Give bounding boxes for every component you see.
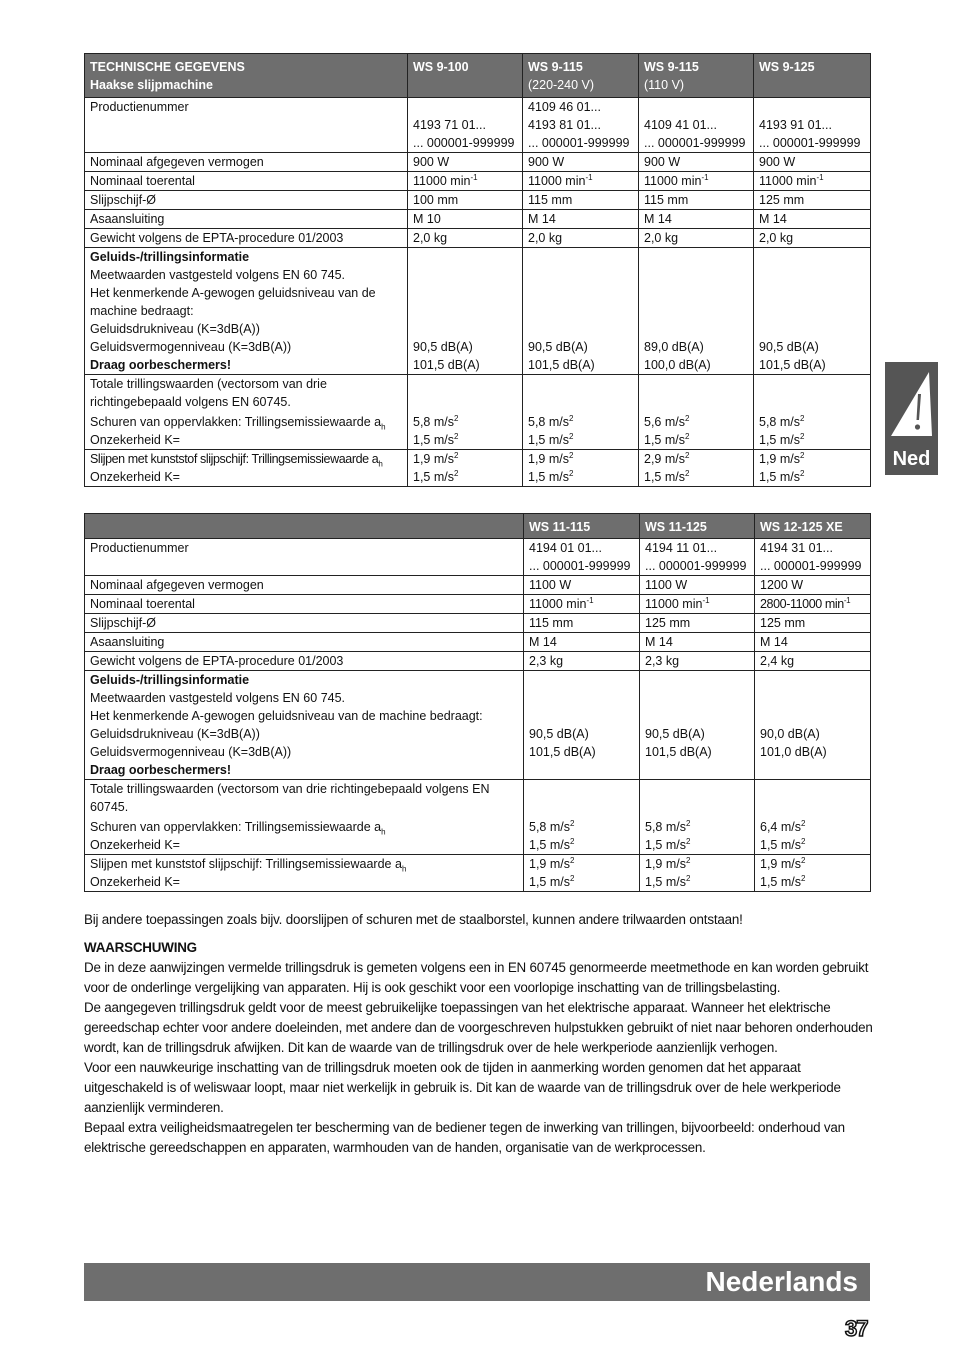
paragraph: De in deze aanwijzingen vermelde trillingsdruk is gemeten volgens een in EN 60745 genormeerde meetmethode en kan worden gebruikt voor de onderlinge vergelijking van apparaten. Hij is ook geschikt voor een voorlopige inschatting van de trillingsbelasting. [84,960,869,995]
row-label: Productienummer [85,98,408,153]
noise-info-label: Geluids-/trillingsinformatie Meetwaarden vastgesteld volgens EN 60 745. Het kenmerkende A-gewogen geluidsniveau van de machine bedraagt: Geluidsdrukniveau (K=3dB(A)) Geluidsvermogenniveau (K=3dB(A)) Draag oorbeschermers! [85,671,524,780]
cell-value: M 14 [524,633,640,652]
cell-value: 11000 $\min^{-1}$ [754,172,871,191]
language-side-tab [885,362,938,475]
language-tab-label: Ned [892,448,931,470]
table-row [85,153,871,172]
cell-value: 125 mm [754,191,871,210]
header-title-cell [85,54,408,98]
warning-exclamation-icon [888,368,935,446]
cell-value: 4194 11 01... ... 000001-999999 [640,539,755,576]
cell-value: 5,8 $m/s^2$ 1,5 $m/s^2$ [524,780,640,855]
cell-value: 11000 $\min^{-1}$ [639,172,754,191]
cell-value: 900 W [754,153,871,172]
table-row [85,191,871,210]
header-model: WS 12-125 XE [755,514,871,539]
paragraph: Bepaal extra veiligheidsmaatregelen ter bescherming van de bediener tegen de inwerking van trillingen, bijvoorbeeld: onderhoud van elektrische gereedschappen en apparaten, warmhouden van de handen, organisatie van de werkprocessen. [84,1120,845,1155]
cell-value: 900 W [408,153,523,172]
cell-value: 2,0 kg [408,229,523,248]
cell-value: 11000 $\min^{-1}$ [523,172,639,191]
row-label: Asaansluiting [85,633,524,652]
cell-value: 2,3 kg [524,652,640,671]
cell-value: 5,6 $m/s^2$ 1,5 $m/s^2$ [639,375,754,450]
cell-value: 2800-11000 $\min^{-1}$ [755,595,871,614]
cell-value: 900 W [523,153,639,172]
table-row [85,576,871,595]
cell-value: 2,0 kg [523,229,639,248]
cell-value: 11000 $\min^{-1}$ [408,172,523,191]
cell-value: 90,0 dB(A) 101,0 dB(A) [755,671,871,780]
table-row [85,450,871,487]
table-row [85,172,871,191]
table-row [85,633,871,652]
cell-value: M 14 [523,210,639,229]
cell-value: 5,8 $m/s^2$ 1,5 $m/s^2$ [754,375,871,450]
row-label: Nominaal afgegeven vermogen [85,153,408,172]
row-label: Asaansluiting [85,210,408,229]
cell-value: 90,5 dB(A) 101,5 dB(A) [640,671,755,780]
cell-value: 1100 W [640,576,755,595]
cell-value: 90,5 dB(A) 101,5 dB(A) [408,248,523,375]
header-model: WS 11-115 [524,514,640,539]
header-model: WS 11-125 [640,514,755,539]
cell-value: 1,9 $m/s^2$ 1,5 $m/s^2$ [524,855,640,892]
table-row [85,210,871,229]
cell-value: 90,5 dB(A) 101,5 dB(A) [524,671,640,780]
noise-info-label: Geluids-/trillingsinformatie Meetwaarden vastgesteld volgens EN 60 745. Het kenmerkende A-gewogen geluidsniveau van de machine bedraagt: Geluidsdrukniveau (K=3dB(A)) Geluidsvermogenniveau (K=3dB(A)) Draag oorbeschermers! [85,248,408,375]
cell-value: 6,4 $m/s^2$ 1,5 $m/s^2$ [755,780,871,855]
cell-value: 4193 71 01... ... 000001-999999 [408,98,523,153]
paragraph: De aangegeven trillingsdruk geldt voor de meest gebruikelijke toepassingen van het elektrische apparaat. Wanneer het elektrische gereedschap echter voor andere doeleinden, met andere dan de voorgeschreven hulpstukken gebruikt of niet naar behoren onderhouden wordt, kan de trillingsdruk afwijken. Dit kan de waarde van de trillingsdruk over de hele werkperiode aanzienlijk verhogen. [84,1000,873,1055]
header-subtitle: Haakse slijpmachine [90,78,213,92]
table-row [85,539,871,576]
table-header-row [85,514,871,539]
cell-value: 115 mm [523,191,639,210]
cell-value: 2,0 kg [754,229,871,248]
cell-value: 1,9 $m/s^2$ 1,5 $m/s^2$ [523,450,639,487]
header-title: TECHNISCHE GEGEVENS [90,60,245,74]
table-row [85,248,871,375]
cell-value: M 14 [754,210,871,229]
spec-table-2 [84,513,870,892]
cell-value: 1,9 $m/s^2$ 1,5 $m/s^2$ [640,855,755,892]
spec-table-1 [84,53,870,487]
row-label: Productienummer [85,539,524,576]
row-label: Slijpschijf-Ø [85,191,408,210]
cell-value: 1,9 $m/s^2$ 1,5 $m/s^2$ [755,855,871,892]
row-label: Gewicht volgens de EPTA-procedure 01/2003 [85,229,408,248]
header-model: WS 9-125 [754,54,871,98]
cell-value: 2,4 kg [755,652,871,671]
cell-value: 4109 41 01... ... 000001-999999 [639,98,754,153]
cell-value: 2,0 kg [639,229,754,248]
footer-language: Nederlands [705,1266,858,1297]
vibration-note: Bij andere toepassingen zoals bijv. doorslijpen of schuren met de staalborstel, kunnen andere trilwaarden ontstaan! [84,912,743,927]
table-row [85,98,871,153]
grinding-info-label: Slijpen met kunststof slijpschijf: Trillingsemissiewaarde $a_h$ Onzekerheid K= [85,450,408,487]
page-number: 37 [845,1316,868,1341]
table-row [85,375,871,450]
grinding-info-label: Slijpen met kunststof slijpschijf: Trillingsemissiewaarde $a_h$ Onzekerheid K= [85,855,524,892]
cell-value: 90,5 dB(A) 101,5 dB(A) [523,248,639,375]
row-label: Nominaal toerental [85,595,524,614]
cell-value: 1,9 $m/s^2$ 1,5 $m/s^2$ [754,450,871,487]
header-empty-cell [85,514,524,539]
cell-value: 115 mm [639,191,754,210]
cell-value: 100 mm [408,191,523,210]
cell-value: 4193 91 01... ... 000001-999999 [754,98,871,153]
row-label: Slijpschijf-Ø [85,614,524,633]
vibration-info-label: Totale trillingswaarden (vectorsom van drie richtingebepaald volgens EN 60745. Schuren van oppervlakken: Trillingsemissiewaarde $a_h$ Onzekerheid K= [85,375,408,450]
footer-bar [84,1263,870,1301]
cell-value: M 14 [639,210,754,229]
table-row [85,652,871,671]
table-row [85,671,871,780]
table-row [85,595,871,614]
cell-value: 4109 46 01... 4193 81 01... ... 000001-999999 [523,98,639,153]
cell-value: 5,8 $m/s^2$ 1,5 $m/s^2$ [408,375,523,450]
cell-value: 4194 31 01... ... 000001-999999 [755,539,871,576]
cell-value: 1100 W [524,576,640,595]
cell-value: 90,5 dB(A) 101,5 dB(A) [754,248,871,375]
cell-value: 2,3 kg [640,652,755,671]
row-label: Gewicht volgens de EPTA-procedure 01/2003 [85,652,524,671]
row-label: Nominaal toerental [85,172,408,191]
header-model: WS 9-115 (110 V) [639,54,754,98]
row-label: Nominaal afgegeven vermogen [85,576,524,595]
cell-value: 4194 01 01... ... 000001-999999 [524,539,640,576]
cell-value: 5,8 $m/s^2$ 1,5 $m/s^2$ [523,375,639,450]
table-header-row [85,54,871,98]
cell-value: M 14 [640,633,755,652]
table-row [85,229,871,248]
vibration-info-label: Totale trillingswaarden (vectorsom van drie richtingebepaald volgens EN 60745. Schuren van oppervlakken: Trillingsemissiewaarde $a_h$ Onzekerheid K= [85,780,524,855]
cell-value: 115 mm [524,614,640,633]
cell-value: M 14 [755,633,871,652]
table-row [85,855,871,892]
warning-title: WAARSCHUWING [84,940,197,955]
cell-value: 5,8 $m/s^2$ 1,5 $m/s^2$ [640,780,755,855]
header-model: WS 9-100 [408,54,523,98]
cell-value: 11000 $\min^{-1}$ [524,595,640,614]
table-row [85,780,871,855]
cell-value: 2,9 $m/s^2$ 1,5 $m/s^2$ [639,450,754,487]
cell-value: 125 mm [640,614,755,633]
cell-value: M 10 [408,210,523,229]
cell-value: 89,0 dB(A) 100,0 dB(A) [639,248,754,375]
cell-value: 1,9 $m/s^2$ 1,5 $m/s^2$ [408,450,523,487]
body-text [84,910,874,1158]
cell-value: 1200 W [755,576,871,595]
cell-value: 11000 $\min^{-1}$ [640,595,755,614]
paragraph: Voor een nauwkeurige inschatting van de trillingsdruk moeten ook de tijden in aanmerking worden genomen dat het apparaat uitgeschakeld is of weliswaar loopt, maar niet werkelijk in gebruik is. Dit kan de waarde van de trillingsdruk over de hele werkperiode aanzienlijk verminderen. [84,1060,841,1115]
header-model: WS 9-115 (220-240 V) [523,54,639,98]
cell-value: 900 W [639,153,754,172]
cell-value: 125 mm [755,614,871,633]
table-row [85,614,871,633]
